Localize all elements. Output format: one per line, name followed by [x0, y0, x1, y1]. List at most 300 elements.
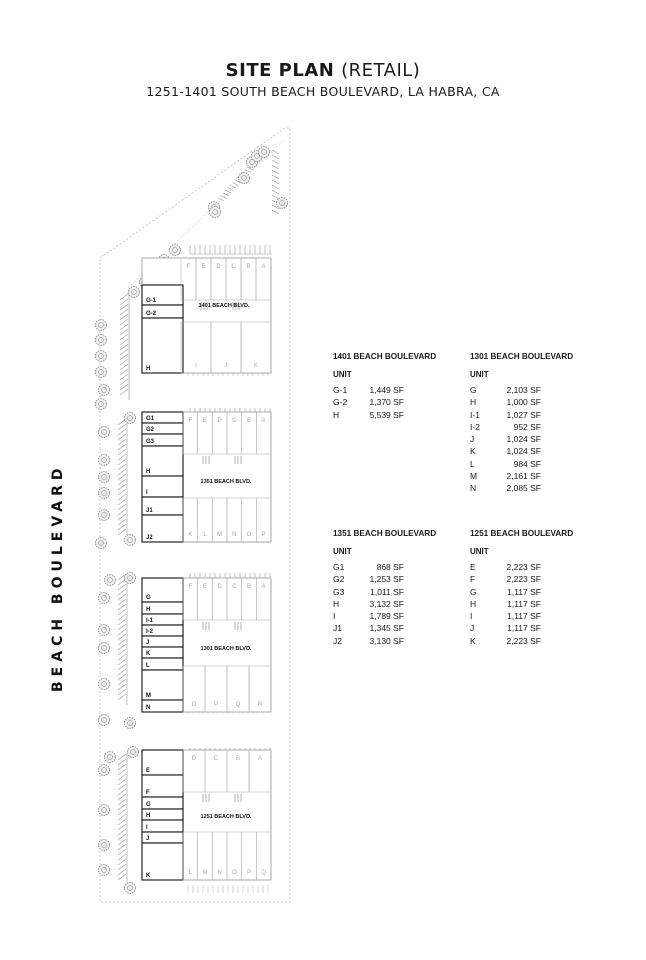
parking-stall	[118, 529, 126, 535]
parking-stall	[228, 188, 234, 191]
parking-stall	[118, 509, 126, 515]
parking-stall	[272, 195, 279, 199]
table-heading: 1301 BEACH BOULEVARD	[470, 352, 574, 361]
parking-stall	[272, 190, 279, 194]
tenant-bay-label: R	[257, 702, 263, 708]
parking-stall	[120, 314, 128, 320]
page-subtitle: 1251-1401 SOUTH BEACH BOULEVARD, LA HABRA, CA	[146, 84, 500, 99]
parking-stall	[118, 814, 126, 820]
tenant-bay-label: B	[246, 264, 251, 270]
unit-label: G1	[146, 416, 155, 422]
parking-stall	[118, 519, 126, 525]
unit-row	[470, 635, 600, 647]
unit-id: I-1	[470, 409, 480, 420]
tree-icon	[99, 679, 110, 690]
table-heading: 1351 BEACH BOULEVARD	[333, 529, 437, 538]
tenant-bay-label: E	[201, 264, 206, 270]
parking-stall	[120, 349, 128, 355]
parking-stall	[272, 175, 279, 179]
unit-label: J	[146, 836, 150, 842]
parking-stall	[120, 294, 128, 300]
unit-area: 2,223 SF	[506, 635, 541, 646]
unit-area: 2,223 SF	[506, 574, 541, 585]
parking-stall	[120, 299, 128, 305]
parking-stall	[118, 479, 126, 485]
unit-outline	[142, 820, 183, 832]
parking-stall	[118, 859, 126, 865]
parking-stall	[118, 524, 126, 530]
unit-area: 984 SF	[513, 458, 541, 469]
tenant-bay-label: O	[246, 532, 252, 538]
unit-row	[333, 396, 463, 408]
unit-row	[470, 610, 600, 622]
unit-area: 1,027 SF	[506, 409, 541, 420]
parking-stall	[120, 369, 128, 375]
tree-icon	[105, 752, 116, 763]
unit-label: M	[146, 693, 151, 699]
parking-stall	[218, 198, 224, 201]
parking-stall	[118, 854, 126, 860]
tree-icon	[99, 625, 110, 636]
tree-icon	[210, 207, 221, 218]
tree-icon	[96, 351, 107, 362]
parking-stall	[118, 819, 126, 825]
tenant-bay-label: N	[217, 870, 222, 876]
tree-icon	[170, 245, 181, 256]
unit-area: 868 SF	[376, 562, 404, 572]
unit-label: E	[146, 768, 151, 774]
unit-id: J1	[333, 623, 342, 634]
unit-area: 1,117 SF	[507, 598, 541, 609]
tree-icon	[125, 718, 136, 729]
unit-label: J1	[146, 508, 153, 514]
parking-stall	[118, 459, 126, 465]
parking-stall	[118, 449, 126, 455]
building-name: 1351 BEACH BLVD.	[200, 479, 252, 485]
tenant-bay-label: M	[217, 532, 223, 538]
tree-icon	[239, 173, 250, 184]
parking-stall	[118, 419, 126, 425]
parking-stall	[118, 804, 126, 810]
unit-row	[333, 586, 463, 598]
parking-stall	[118, 664, 126, 670]
unit-row	[470, 482, 600, 494]
unit-area: 1,370 SF	[369, 397, 404, 408]
unit-label: H	[146, 813, 151, 819]
parking-stall	[230, 185, 236, 188]
parking-stall	[118, 789, 126, 795]
parking-stall	[118, 434, 126, 440]
parking-stall	[118, 869, 126, 875]
unit-area: 1,117 SF	[507, 611, 541, 622]
building-name: 1251 BEACH BLVD.	[200, 814, 252, 820]
unit-row	[470, 458, 600, 470]
tree-icon	[96, 538, 107, 549]
tenant-bay-label: K	[253, 363, 259, 369]
table-unit-label: UNIT	[470, 370, 489, 379]
parking-stall	[118, 444, 126, 450]
title-suffix: (RETAIL)	[341, 60, 421, 81]
tree-icon	[99, 865, 110, 876]
parking-stall	[272, 155, 279, 159]
parking-stall	[118, 769, 126, 775]
tree-icon	[99, 455, 110, 466]
tenant-bay-label: A	[261, 584, 266, 590]
table-1351	[333, 529, 463, 647]
parking-stall	[118, 474, 126, 480]
tree-icon	[99, 715, 110, 726]
unit-area: 1,449 SF	[369, 385, 404, 395]
tenant-bay-label: C	[231, 264, 236, 270]
parking-stall	[220, 195, 226, 198]
parking-stall	[120, 319, 128, 325]
tenant-bay-label: D	[191, 756, 197, 762]
unit-area: 1,789 SF	[369, 611, 404, 622]
tree-icon	[99, 488, 110, 499]
building-layer	[142, 258, 271, 880]
unit-label: I-1	[146, 618, 154, 624]
tenant-bay-label: B	[246, 584, 252, 590]
unit-id: G-2	[333, 397, 348, 408]
parking-stall	[118, 614, 126, 620]
parking-stall	[118, 844, 126, 850]
parking-stall	[232, 182, 238, 185]
unit-label: H	[146, 607, 151, 613]
parking-stall	[118, 864, 126, 870]
parking-stall	[118, 429, 126, 435]
parking-stall	[120, 379, 128, 385]
unit-row	[470, 433, 600, 445]
unit-label: G	[146, 595, 151, 601]
unit-label: I	[146, 825, 148, 831]
tree-icon	[277, 198, 288, 209]
title-main: SITE PLAN	[225, 60, 335, 81]
tree-icon	[96, 320, 107, 331]
parking-stall	[118, 629, 126, 635]
unit-id: I	[470, 611, 473, 622]
unit-id: G-1	[333, 385, 348, 395]
unit-id: G	[470, 385, 477, 395]
parking-stall	[120, 304, 128, 310]
parking-stall	[120, 339, 128, 345]
building-name: 1401 BEACH BLVD.	[198, 303, 250, 309]
parking-stall	[118, 839, 126, 845]
parking-stall	[120, 344, 128, 350]
parking-stall	[118, 494, 126, 500]
unit-area: 952 SF	[513, 421, 541, 432]
parking-stall	[120, 324, 128, 330]
unit-id: F	[470, 574, 476, 585]
parking-stall	[118, 454, 126, 460]
unit-id: H	[333, 409, 340, 420]
tenant-bay-label: M	[202, 870, 208, 876]
unit-row	[470, 573, 600, 585]
unit-area: 1,117 SF	[507, 586, 541, 597]
tenant-bay-label: O	[191, 702, 197, 708]
unit-row	[470, 421, 600, 433]
tenant-bay-label: F	[186, 264, 191, 270]
parking-stall	[118, 579, 126, 585]
unit-row	[333, 622, 463, 634]
unit-area: 2,103 SF	[506, 385, 541, 395]
tenant-bay-label: F	[188, 584, 193, 590]
unit-id: K	[470, 635, 476, 646]
parking-stall	[118, 589, 126, 595]
parking-stall	[272, 185, 279, 189]
tree-icon	[99, 643, 110, 654]
unit-label: G3	[146, 439, 155, 445]
parking-stall	[118, 424, 126, 430]
parking-stall	[120, 384, 128, 390]
parking-stall	[118, 624, 126, 630]
parking-stall	[118, 809, 126, 815]
unit-area: 2,085 SF	[506, 483, 541, 494]
tenant-bay-label: N	[232, 532, 237, 538]
parking-stall	[118, 679, 126, 685]
unit-id: H	[470, 397, 477, 408]
unit-row	[333, 384, 463, 396]
tenant-bay-label: P	[213, 702, 219, 708]
tree-icon	[128, 747, 139, 758]
parking-stall	[272, 210, 279, 214]
tree-icon	[125, 413, 136, 424]
unit-label: N	[146, 705, 151, 711]
parking-stall	[118, 834, 126, 840]
parking-stall	[118, 684, 126, 690]
tenant-bay-label: F	[188, 418, 193, 424]
unit-area: 3,132 SF	[369, 598, 404, 609]
unit-id: L	[470, 458, 475, 469]
unit-label: H	[146, 366, 151, 372]
unit-area: 1,345 SF	[369, 623, 404, 634]
tenant-bay-label: A	[261, 418, 266, 424]
unit-id: J	[470, 434, 475, 445]
parking-stall	[118, 829, 126, 835]
tenant-bay-label: I	[195, 363, 197, 369]
tree-icon	[99, 427, 110, 438]
unit-row	[333, 598, 463, 610]
parking-stall	[118, 654, 126, 660]
unit-area: 2,223 SF	[506, 562, 541, 572]
unit-label: G	[146, 802, 151, 808]
parking-stall	[272, 160, 279, 164]
parking-stall	[118, 659, 126, 665]
parking-stall	[118, 874, 126, 880]
parking-stall	[120, 334, 128, 340]
unit-area: 1,253 SF	[369, 574, 404, 585]
unit-row	[470, 409, 600, 421]
tenant-bay-label: K	[188, 532, 193, 538]
parking-stall	[118, 504, 126, 510]
unit-row	[470, 561, 600, 573]
unit-row	[333, 610, 463, 622]
unit-row	[470, 586, 600, 598]
tree-icon	[99, 765, 110, 776]
tree-icon	[259, 147, 270, 158]
parking-stall	[272, 180, 279, 184]
unit-row	[470, 384, 600, 396]
parking-stall	[118, 799, 126, 805]
unit-label: K	[146, 651, 151, 657]
parking-stall	[118, 764, 126, 770]
unit-label: H	[146, 469, 151, 475]
unit-id: I	[333, 611, 336, 622]
parking-stall	[272, 170, 279, 174]
unit-row	[470, 470, 600, 482]
tenant-bay-label: L	[203, 532, 207, 538]
parking-stall	[118, 619, 126, 625]
unit-area: 5,539 SF	[369, 409, 404, 420]
parking-stall	[118, 514, 126, 520]
unit-area: 3,130 SF	[369, 635, 404, 646]
unit-row	[333, 635, 463, 647]
parking-stall	[120, 309, 128, 315]
parking-stall	[118, 694, 126, 700]
tree-icon	[99, 510, 110, 521]
tenant-bay-label: B	[246, 418, 252, 424]
unit-area: 1,117 SF	[507, 623, 541, 634]
parking-stall	[118, 784, 126, 790]
tenant-bay-label: D	[217, 584, 222, 590]
table-heading: 1251 BEACH BOULEVARD	[470, 529, 574, 538]
unit-label: G-2	[146, 311, 157, 317]
unit-label: L	[146, 663, 150, 669]
parking-stall	[118, 644, 126, 650]
unit-row	[470, 598, 600, 610]
tree-icon	[96, 335, 107, 346]
unit-id: G	[470, 586, 477, 597]
unit-id: G2	[333, 574, 345, 585]
unit-id: E	[470, 562, 476, 572]
tree-icon	[99, 385, 110, 396]
parking-stall	[272, 150, 279, 154]
parking-stall	[118, 634, 126, 640]
tenant-bay-label: P	[246, 870, 252, 876]
tree-icon	[99, 805, 110, 816]
unit-id: J	[470, 623, 475, 634]
tenant-bay-label: Q	[235, 702, 241, 708]
parking-stall	[118, 794, 126, 800]
unit-label: F	[146, 790, 150, 796]
unit-area: 2,161 SF	[506, 471, 541, 482]
table-1251	[470, 529, 600, 647]
unit-id: H	[470, 598, 477, 609]
parking-stall	[118, 489, 126, 495]
parking-stall	[118, 674, 126, 680]
parking-stall	[118, 609, 126, 615]
tree-icon	[105, 575, 116, 586]
parking-stall	[272, 165, 279, 169]
tenant-bay-label: B	[235, 756, 241, 762]
unit-label: J2	[146, 535, 153, 541]
unit-row	[333, 409, 463, 421]
table-1401	[333, 352, 463, 421]
unit-label: K	[146, 873, 151, 879]
tenant-bay-label: E	[202, 584, 208, 590]
parking-stall	[118, 499, 126, 505]
parking-stall	[118, 604, 126, 610]
unit-label: G2	[146, 427, 155, 433]
parking-stall	[118, 484, 126, 490]
tree-icon	[125, 535, 136, 546]
parking-stall	[120, 354, 128, 360]
unit-outline	[142, 476, 183, 497]
parking-stall	[118, 669, 126, 675]
unit-outline	[142, 318, 183, 373]
tree-icon	[129, 287, 140, 298]
parking-stall	[118, 649, 126, 655]
parking-stall	[120, 389, 128, 395]
parking-stall	[120, 374, 128, 380]
parking-stall	[120, 329, 128, 335]
parking-stall	[118, 759, 126, 765]
unit-row	[470, 445, 600, 457]
tenant-bay-label: J	[224, 363, 228, 369]
tenant-bay-label: P	[261, 532, 266, 538]
tenant-bay-label: D	[217, 418, 222, 424]
unit-label: J	[146, 640, 150, 646]
tenant-bay-label: C	[232, 418, 237, 424]
tenant-bay-label: C	[213, 756, 219, 762]
tenant-bay-label: D	[216, 264, 221, 270]
parking-stall	[120, 364, 128, 370]
parking-stall	[118, 689, 126, 695]
table-unit-label: UNIT	[333, 370, 352, 379]
parking-stall	[118, 824, 126, 830]
tree-icon	[125, 883, 136, 894]
parking-stall	[118, 779, 126, 785]
table-1301	[470, 352, 600, 495]
table-heading: 1401 BEACH BOULEVARD	[333, 352, 437, 361]
unit-id: J2	[333, 635, 342, 646]
unit-id: G3	[333, 586, 345, 597]
unit-label: G-1	[146, 298, 157, 304]
unit-id: H	[333, 598, 340, 609]
parking-stall	[244, 169, 250, 172]
parking-stall	[118, 754, 126, 760]
tree-icon	[125, 573, 136, 584]
tenant-bay-label: O	[231, 870, 237, 876]
parking-stall	[118, 599, 126, 605]
unit-id: G1	[333, 562, 345, 572]
unit-id: I-2	[470, 421, 480, 432]
parking-stall	[118, 584, 126, 590]
parking-stall	[118, 774, 126, 780]
tree-icon	[96, 367, 107, 378]
unit-id: M	[470, 471, 478, 482]
parking-stall	[120, 359, 128, 365]
tenant-bay-label: Q	[261, 870, 267, 876]
parking-stall	[118, 439, 126, 445]
unit-id: K	[470, 446, 476, 457]
road-label: BEACH BOULEVARD	[50, 463, 66, 692]
tenant-bay-label: A	[261, 264, 266, 270]
parking-stall	[118, 469, 126, 475]
unit-area: 1,000 SF	[506, 397, 541, 408]
unit-id: N	[470, 483, 477, 494]
parking-stall	[118, 594, 126, 600]
parking-stall	[118, 464, 126, 470]
tree-icon	[99, 472, 110, 483]
unit-label: I	[146, 490, 148, 496]
table-unit-label: UNIT	[333, 547, 352, 556]
building-name: 1301 BEACH BLVD.	[200, 646, 252, 652]
tree-icon	[99, 840, 110, 851]
tree-icon	[96, 399, 107, 410]
tenant-bay-label: E	[202, 418, 208, 424]
unit-label: I-2	[146, 629, 154, 635]
unit-row	[470, 396, 600, 408]
